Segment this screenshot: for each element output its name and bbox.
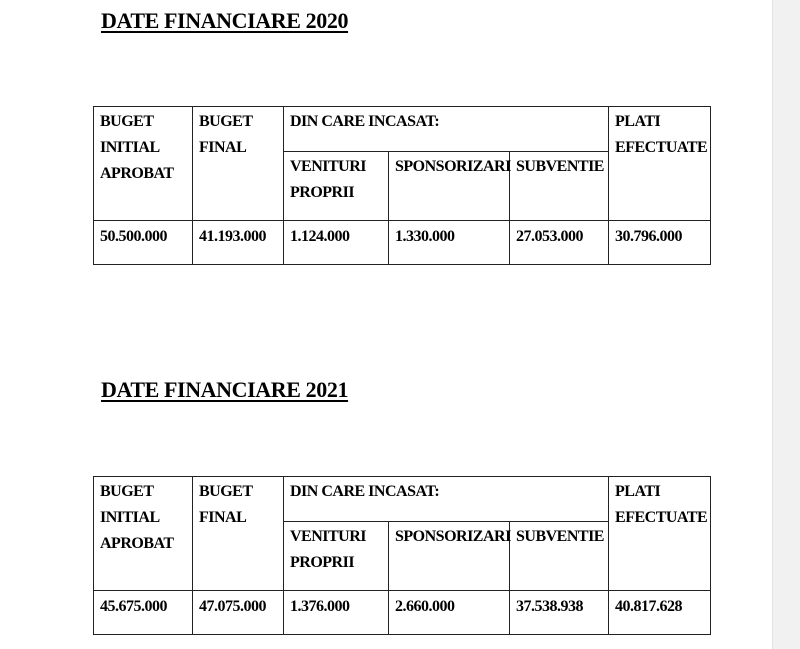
header-venituri-proprii: VENITURI PROPRII — [284, 152, 389, 221]
header-buget-initial-aprobat: BUGET INITIAL APROBAT — [94, 477, 193, 591]
financial-table-2020 — [93, 106, 711, 265]
table-row — [94, 591, 711, 635]
header-buget-final: BUGET FINAL — [193, 107, 284, 221]
value-venituri-proprii: 1.124.000 — [284, 221, 389, 265]
header-din-care-incasat: DIN CARE INCASAT: — [284, 107, 609, 152]
header-buget-initial-aprobat: BUGET INITIAL APROBAT — [94, 107, 193, 221]
value-buget-final: 47.075.000 — [193, 591, 284, 635]
table-row — [94, 221, 711, 265]
header-sponsorizari: SPONSORIZARI — [389, 522, 510, 591]
header-plati-efectuate: PLATI EFECTUATE — [609, 107, 711, 221]
value-sponsorizari: 2.660.000 — [389, 591, 510, 635]
value-plati-efectuate: 30.796.000 — [609, 221, 711, 265]
value-subventie: 37.538.938 — [510, 591, 609, 635]
financial-table-2021 — [93, 476, 711, 635]
header-sponsorizari: SPONSORIZARI — [389, 152, 510, 221]
section-title-2021: DATE FINANCIARE 2021 — [101, 377, 349, 402]
section-title-2020: DATE FINANCIARE 2020 — [101, 8, 349, 33]
value-buget-final: 41.193.000 — [193, 221, 284, 265]
value-venituri-proprii: 1.376.000 — [284, 591, 389, 635]
value-plati-efectuate: 40.817.628 — [609, 591, 711, 635]
header-din-care-incasat: DIN CARE INCASAT: — [284, 477, 609, 522]
value-subventie: 27.053.000 — [510, 221, 609, 265]
header-venituri-proprii: VENITURI PROPRII — [284, 522, 389, 591]
value-buget-initial: 50.500.000 — [94, 221, 193, 265]
header-buget-final: BUGET FINAL — [193, 477, 284, 591]
value-sponsorizari: 1.330.000 — [389, 221, 510, 265]
page-margin — [772, 0, 800, 649]
header-plati-efectuate: PLATI EFECTUATE — [609, 477, 711, 591]
header-subventie: SUBVENTIE — [510, 522, 609, 591]
value-buget-initial: 45.675.000 — [94, 591, 193, 635]
header-subventie: SUBVENTIE — [510, 152, 609, 221]
